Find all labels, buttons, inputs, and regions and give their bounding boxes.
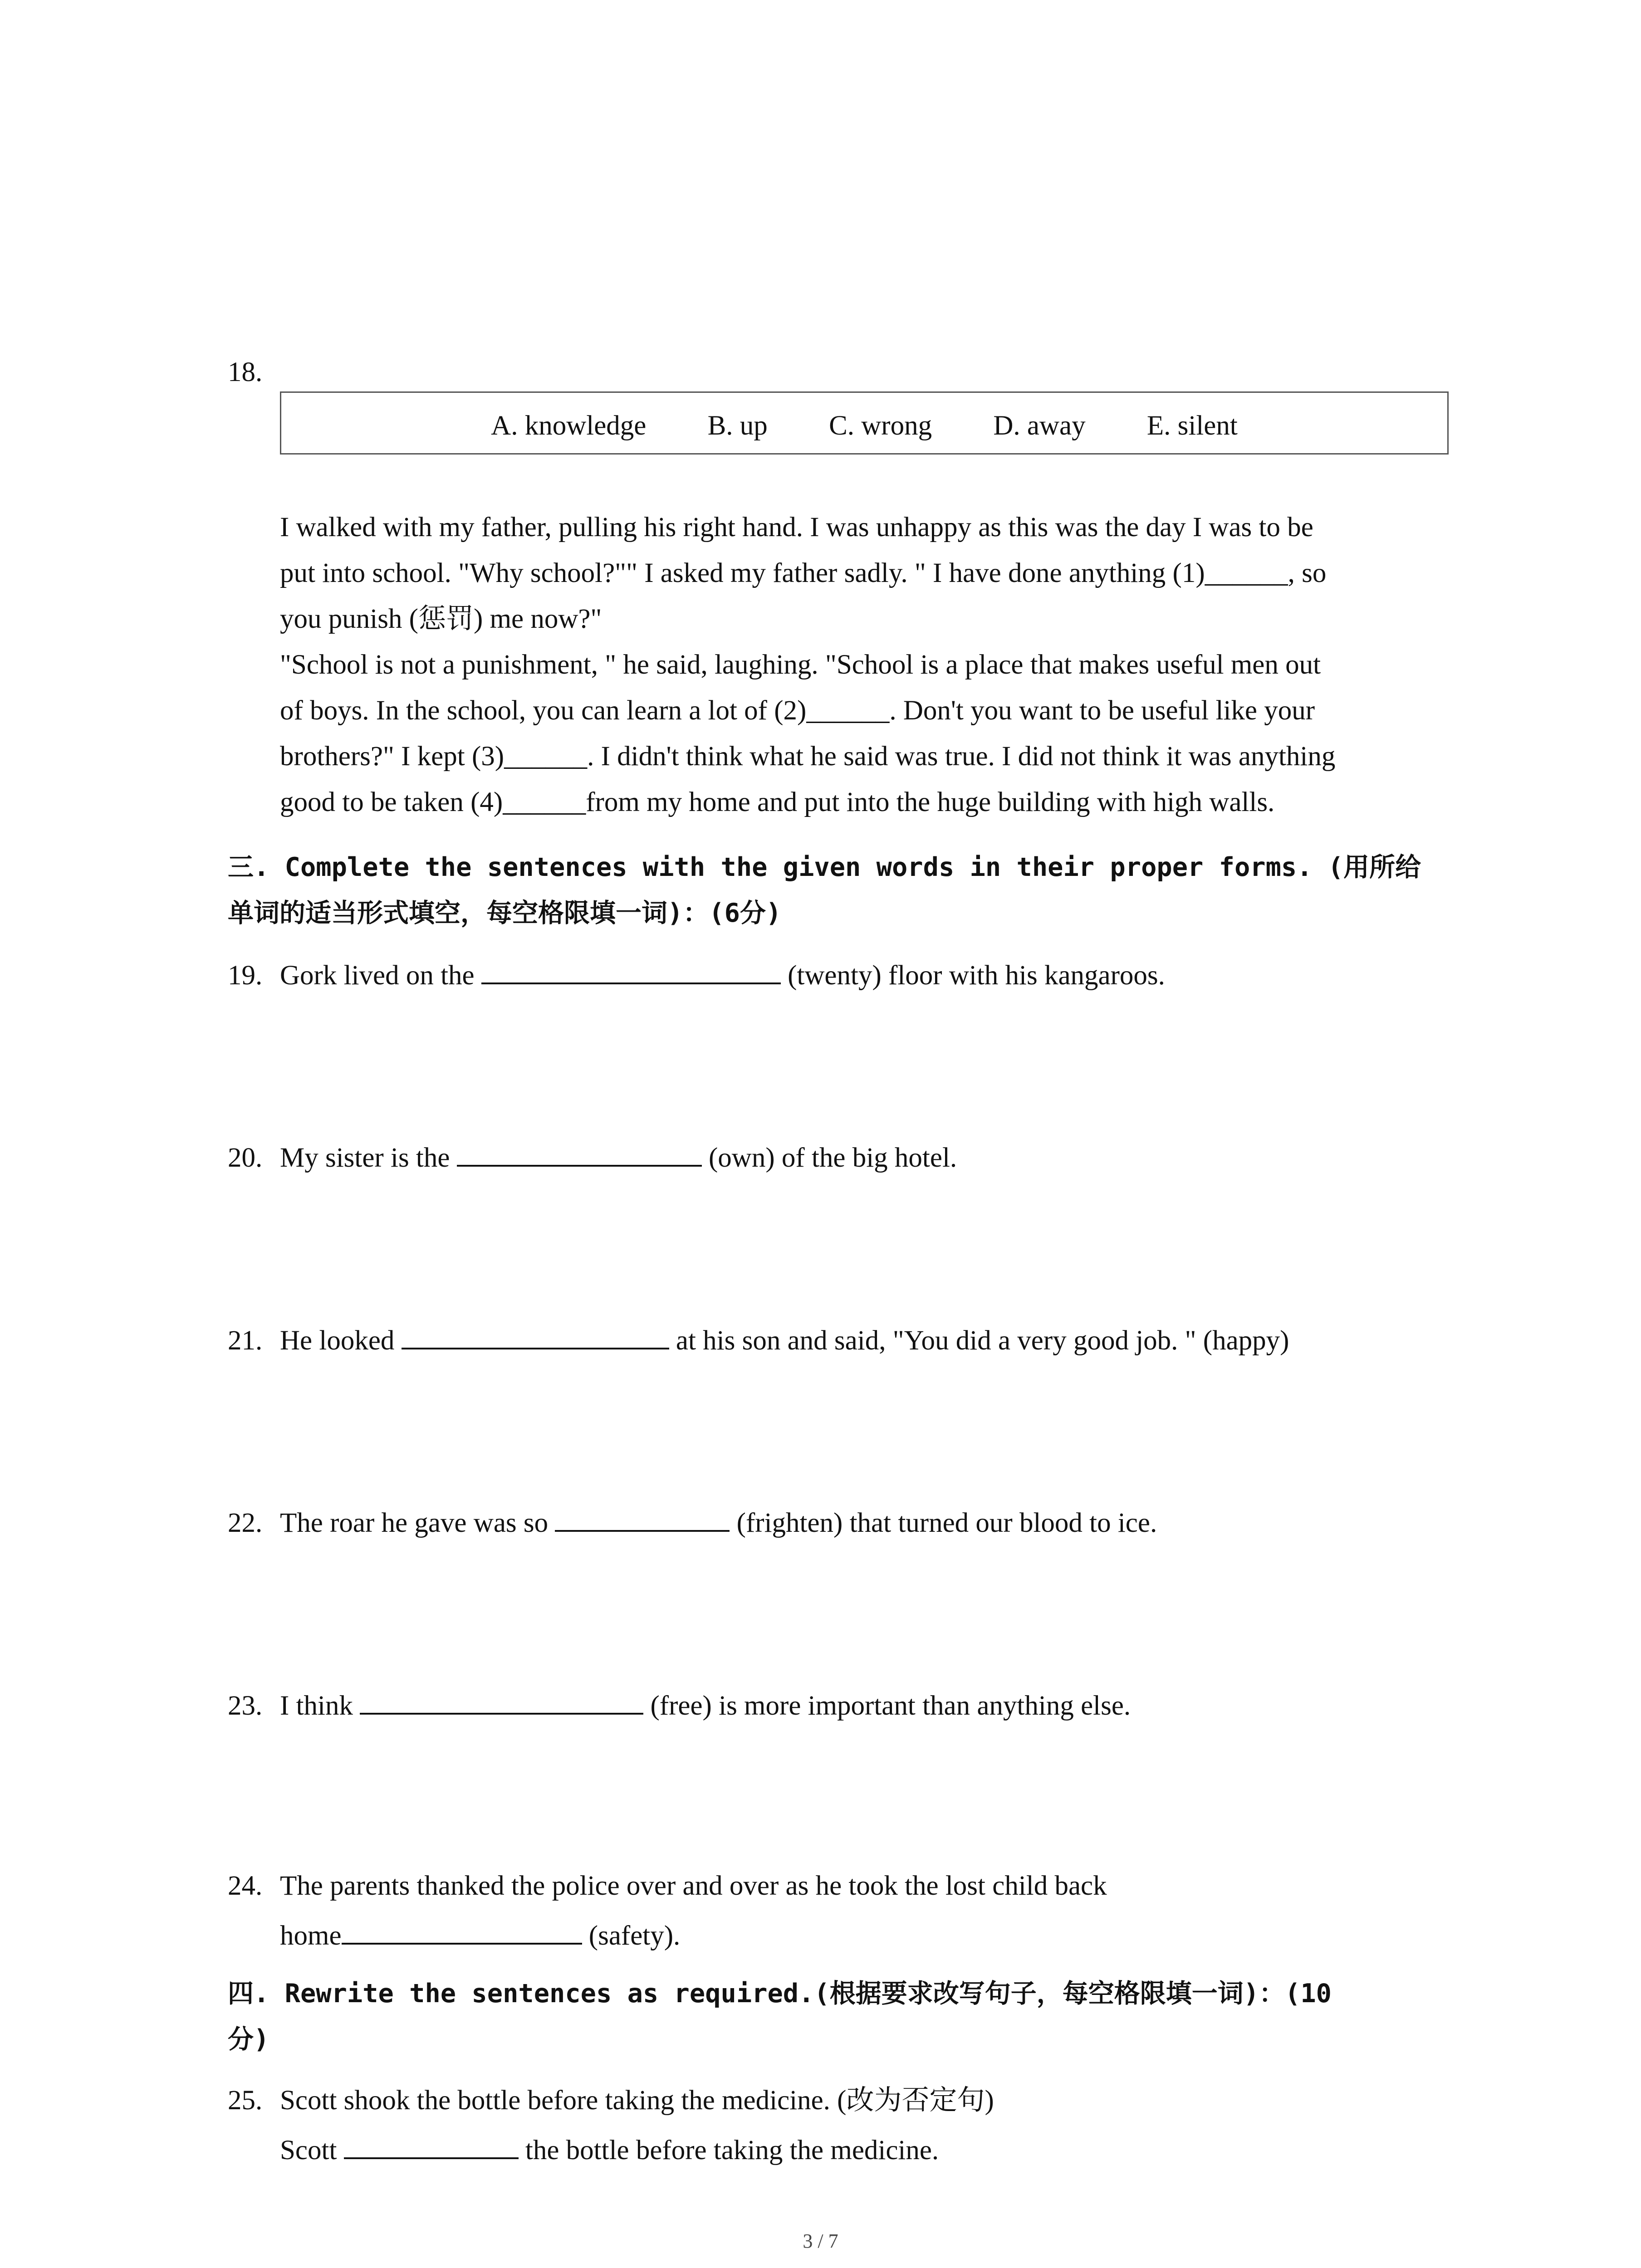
question-text-before: home: [280, 1921, 342, 1951]
question-24-line1: [228, 1872, 1107, 1900]
passage-line: of boys. In the school, you can learn a lot of (2)______. Don't you want to be useful like your: [280, 695, 1315, 726]
page-number: 3 / 7: [803, 2230, 838, 2252]
question-text-before: The roar he gave was so: [280, 1508, 549, 1538]
passage-line: you punish (惩罚) me now?": [280, 604, 602, 634]
question-24-line2: [280, 1922, 680, 1950]
question-text-after: (free) is more important than anything else.: [650, 1691, 1131, 1721]
answer-blank[interactable]: [481, 982, 781, 984]
question-number: 20.: [228, 1143, 263, 1173]
question-number: 23.: [228, 1691, 263, 1721]
question-text-before: Scott: [280, 2135, 337, 2165]
question-text-after: at his son and said, "You did a very good job. " (happy): [676, 1325, 1289, 1356]
question-19: [228, 962, 1165, 989]
option-a: A. knowledge: [491, 411, 647, 441]
question-text-after: (safety).: [588, 1921, 681, 1951]
question-21: [228, 1327, 1289, 1354]
answer-blank[interactable]: [402, 1347, 669, 1349]
answer-blank[interactable]: [360, 1712, 643, 1715]
answer-blank[interactable]: [344, 2157, 519, 2159]
section-4-heading-line1: 四. Rewrite the sentences as required.(根据要求改写句子，每空格限填一词)：(10: [228, 1979, 1332, 2009]
section-3-heading-line1: 三. Complete the sentences with the given words in their proper forms. (用所给: [228, 852, 1421, 882]
passage-line: good to be taken (4)______from my home and put into the huge building with high walls.: [280, 787, 1275, 817]
question-text: The parents thanked the police over and over as he took the lost child back: [280, 1871, 1107, 1901]
passage-line: brothers?" I kept (3)______. I didn't think what he said was true. I did not think it was anything: [280, 741, 1336, 772]
option-d: D. away: [993, 411, 1086, 441]
cloze-passage: [280, 504, 1460, 825]
question-number: 22.: [228, 1508, 263, 1538]
section-3-heading-line2: 单词的适当形式填空，每空格限填一词)：(6分): [228, 898, 782, 928]
passage-line: "School is not a punishment, " he said, laughing. "School is a place that makes useful men out: [280, 650, 1321, 680]
answer-blank[interactable]: [342, 1942, 582, 1945]
answer-blank[interactable]: [457, 1164, 702, 1167]
section-4-heading: [228, 1971, 1332, 2063]
question-text-before: Gork lived on the: [280, 960, 475, 991]
question-text-after: (twenty) floor with his kangaroos.: [788, 960, 1165, 991]
word-options-box: [280, 391, 1449, 455]
section-3-heading: [228, 845, 1421, 936]
question-text-after: (own) of the big hotel.: [708, 1143, 957, 1173]
question-23: [228, 1692, 1131, 1720]
question-number: 21.: [228, 1325, 263, 1356]
option-c: C. wrong: [829, 411, 932, 441]
question-number: 25.: [228, 2085, 263, 2116]
answer-blank[interactable]: [555, 1530, 730, 1532]
option-e: E. silent: [1146, 411, 1238, 441]
question-text-before: I think: [280, 1691, 353, 1721]
option-b: B. up: [707, 411, 768, 441]
question-number: 19.: [228, 960, 263, 991]
passage-line: I walked with my father, pulling his right hand. I was unhappy as this was the day I was to be: [280, 512, 1313, 543]
question-text: Scott shook the bottle before taking the medicine. (改为否定句): [280, 2085, 994, 2116]
question-22: [228, 1509, 1157, 1537]
question-number: 24.: [228, 1871, 263, 1901]
passage-line: put into school. "Why school?"" I asked my father sadly. " I have done anything (1)______, so: [280, 558, 1327, 588]
question-20: [228, 1144, 957, 1172]
question-text-before: He looked: [280, 1325, 395, 1356]
question-text-before: My sister is the: [280, 1143, 450, 1173]
question-text-after: (frighten) that turned our blood to ice.: [736, 1508, 1157, 1538]
question-text-after: the bottle before taking the medicine.: [525, 2135, 939, 2165]
question-25-line2: [280, 2136, 939, 2164]
question-number-18: 18.: [228, 357, 263, 387]
section-4-heading-line2: 分): [228, 2024, 269, 2054]
question-25-line1: [228, 2087, 994, 2114]
